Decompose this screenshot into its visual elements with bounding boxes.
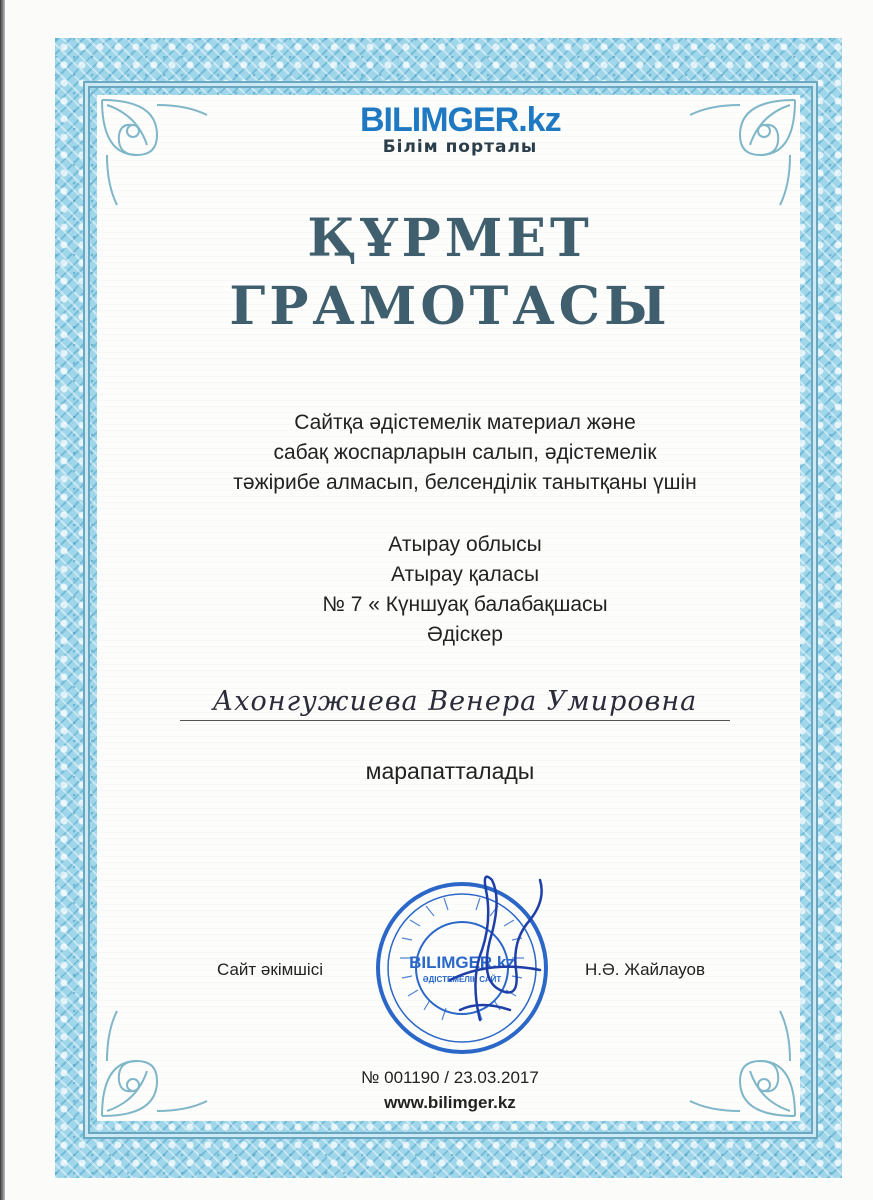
scan-edge <box>0 0 5 1200</box>
admin-label: Сайт әкімшісі <box>217 960 323 979</box>
logo-subtitle: Білім порталы <box>382 137 538 157</box>
certificate-title-line-1: ҚҰРМЕТ <box>307 208 593 269</box>
website-url: www.bilimger.kz <box>384 1093 516 1112</box>
certificate-number-date: № 001190 / 23.03.2017 <box>361 1068 539 1087</box>
recipient-position: Әдіскер <box>426 623 503 646</box>
corner-ornament-top-left <box>97 95 217 215</box>
bilimger-logo <box>360 100 560 157</box>
stamp-brand: BILIMGER.kz <box>409 953 515 972</box>
reason-line-3: тәжірибе алмасып, белсенділік танытқаны үшін <box>233 471 697 494</box>
certificate-title-line-2: ГРАМОТАСЫ <box>229 276 671 337</box>
stamp-subtitle: ӘДІСТЕМЕЛІК САЙТ <box>422 975 502 984</box>
recipient-city: Атырау қаласы <box>390 563 540 586</box>
award-text: марапатталады <box>365 758 535 784</box>
name-underline <box>180 720 730 721</box>
corner-ornament-top-right <box>680 95 800 215</box>
recipient-name: Ахонгужиева Венера Умировна <box>212 686 698 717</box>
recipient-organization: № 7 « Күншуақ балабақшасы <box>322 593 608 616</box>
reason-line-1: Сайтқа әдістемелік материал және <box>294 411 636 434</box>
logo-brand: BILIMGER.kz <box>360 101 561 139</box>
admin-name: Н.Ә. Жайлауов <box>584 960 706 979</box>
corner-ornament-bottom-right <box>680 1001 800 1121</box>
corner-ornament-bottom-left <box>97 1001 217 1121</box>
handwritten-signature <box>420 860 560 1030</box>
reason-line-2: сабақ жоспарларын салып, әдістемелік <box>273 441 657 464</box>
recipient-region: Атырау облысы <box>388 533 542 556</box>
